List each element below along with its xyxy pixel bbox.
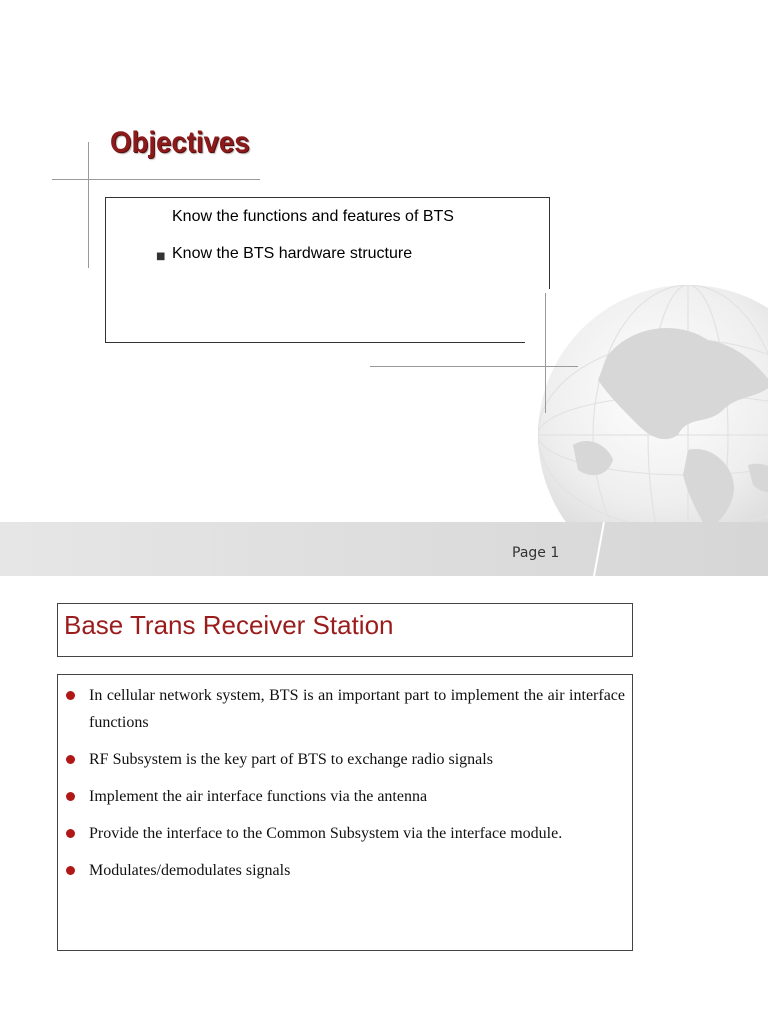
list-item [63,820,625,847]
list-item [63,746,625,773]
objectives-box-edge [105,342,525,343]
bullet-dot-icon [66,829,75,838]
bullet-text: Implement the air interface functions via the antenna [89,788,428,805]
objectives-box-edge [549,197,550,289]
bullet-text: Modulates/demodulates signals [89,862,291,879]
objective-item: Know the BTS hardware structure [172,245,413,262]
decor-line [52,179,260,180]
list-item [63,783,625,810]
objective-item: Know the functions and features of BTS [172,208,454,225]
bullet-dot-icon [66,866,75,875]
square-bullet-icon: ■ [156,251,166,262]
bullet-dot-icon [66,755,75,764]
list-item [63,857,625,884]
bullet-text: In cellular network system, BTS is an important part to implement the air interface functions [89,687,625,731]
bullet-list [63,682,625,894]
bullet-dot-icon [66,792,75,801]
page-number: Page 1 [512,545,560,561]
list-item [63,682,625,736]
slide-bts [0,576,768,1024]
bullet-text: Provide the interface to the Common Subsystem via the interface module. [89,825,563,842]
decor-line [88,142,89,268]
footer-divider [590,522,610,576]
footer-band [0,522,768,576]
slide-title: Base Trans Receiver Station [64,610,394,640]
bullet-dot-icon [66,691,75,700]
decor-line [370,366,578,367]
page-title: Objectives [110,126,250,159]
bullet-text: RF Subsystem is the key part of BTS to exchange radio signals [89,751,493,768]
